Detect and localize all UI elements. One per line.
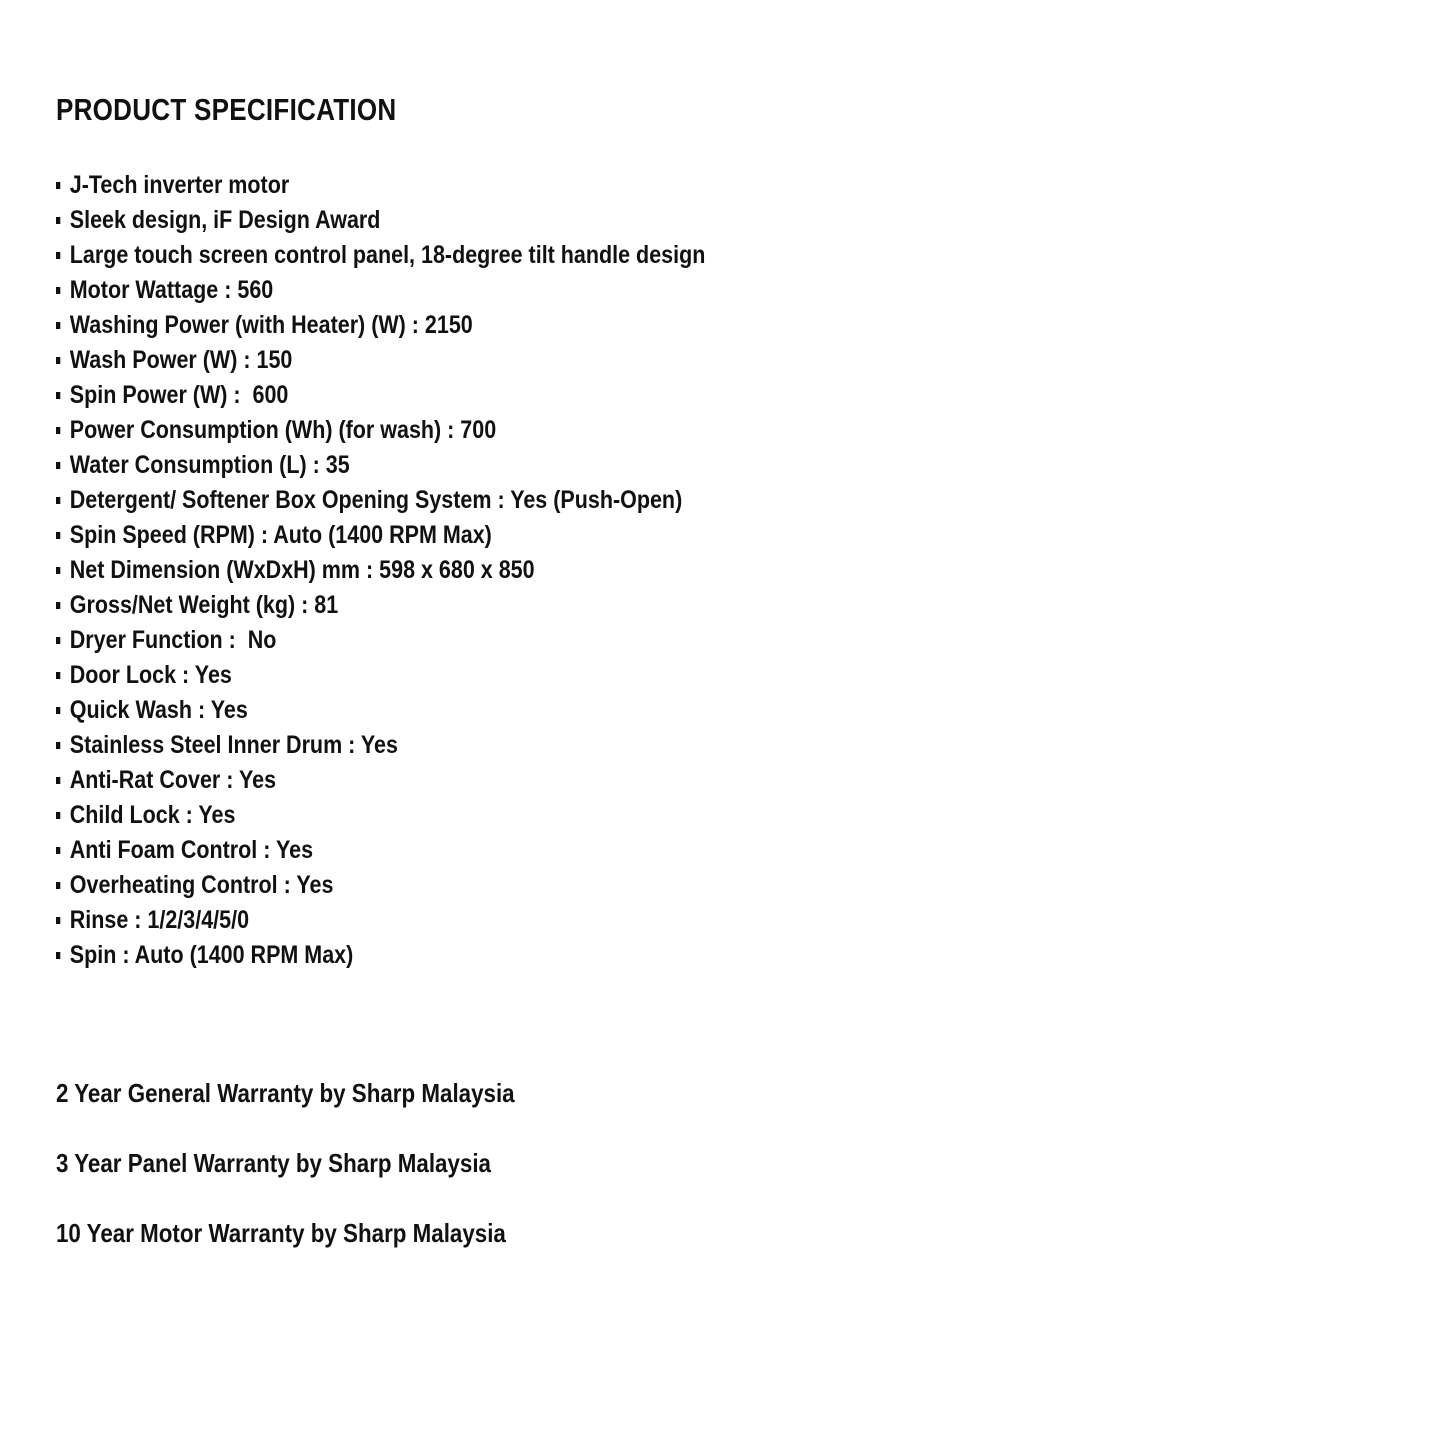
warranty-motor: 10 Year Motor Warranty by Sharp Malaysia: [56, 1218, 506, 1248]
page-title: PRODUCT SPECIFICATION: [56, 92, 397, 127]
bullet-icon: [56, 917, 60, 924]
spec-item: [56, 938, 705, 973]
spec-text: Door Lock : Yes: [69, 661, 232, 689]
bullet-icon: [56, 252, 60, 259]
bullet-icon: [56, 287, 60, 294]
spec-item: [56, 763, 705, 798]
spec-item: [56, 413, 705, 448]
spec-item: [56, 273, 705, 308]
spec-item: [56, 728, 705, 763]
spec-text: Power Consumption (Wh) (for wash) : 700: [69, 416, 497, 444]
bullet-icon: [56, 567, 60, 574]
spec-item: [56, 518, 705, 553]
bullet-icon: [56, 812, 60, 819]
bullet-icon: [56, 182, 60, 189]
spec-text: Dryer Function : No: [69, 626, 277, 654]
spec-text: Gross/Net Weight (kg) : 81: [69, 591, 339, 619]
spec-item: [56, 343, 705, 378]
bullet-icon: [56, 497, 60, 504]
spec-text: Wash Power (W) : 150: [69, 346, 293, 374]
spec-item: [56, 693, 705, 728]
spec-item: [56, 308, 705, 343]
spec-text: Overheating Control : Yes: [69, 871, 334, 899]
bullet-icon: [56, 427, 60, 434]
bullet-icon: [56, 322, 60, 329]
warranty-general: 2 Year General Warranty by Sharp Malaysia: [56, 1078, 515, 1108]
spec-item: [56, 798, 705, 833]
spec-item: [56, 868, 705, 903]
spec-text: Detergent/ Softener Box Opening System : Yes (Push-Open): [69, 486, 683, 514]
bullet-icon: [56, 672, 60, 679]
spec-text: Sleek design, iF Design Award: [69, 206, 381, 234]
spec-item: [56, 588, 705, 623]
bullet-icon: [56, 742, 60, 749]
bullet-icon: [56, 532, 60, 539]
spec-text: Anti-Rat Cover : Yes: [69, 766, 277, 794]
spec-text: J-Tech inverter motor: [69, 171, 290, 199]
bullet-icon: [56, 357, 60, 364]
spec-item: [56, 238, 705, 273]
bullet-icon: [56, 462, 60, 469]
spec-item: [56, 448, 705, 483]
bullet-icon: [56, 392, 60, 399]
spec-item: [56, 203, 705, 238]
spec-text: Quick Wash : Yes: [69, 696, 248, 724]
bullet-icon: [56, 217, 60, 224]
bullet-icon: [56, 637, 60, 644]
spec-text: Motor Wattage : 560: [69, 276, 274, 304]
spec-text: Spin : Auto (1400 RPM Max): [69, 941, 354, 969]
spec-text: Rinse : 1/2/3/4/5/0: [69, 906, 250, 934]
bullet-icon: [56, 707, 60, 714]
spec-text: Child Lock : Yes: [69, 801, 236, 829]
spec-text: Washing Power (with Heater) (W) : 2150: [69, 311, 473, 339]
bullet-icon: [56, 882, 60, 889]
spec-text: Anti Foam Control : Yes: [69, 836, 314, 864]
bullet-icon: [56, 847, 60, 854]
spec-text: Stainless Steel Inner Drum : Yes: [69, 731, 398, 759]
spec-item: [56, 168, 705, 203]
spec-text: Large touch screen control panel, 18-degree tilt handle design: [69, 241, 706, 269]
spec-text: Net Dimension (WxDxH) mm : 598 x 680 x 850: [69, 556, 535, 584]
spec-item: [56, 483, 705, 518]
spec-item: [56, 378, 705, 413]
spec-item: [56, 903, 705, 938]
bullet-icon: [56, 777, 60, 784]
bullet-icon: [56, 602, 60, 609]
spec-item: [56, 553, 705, 588]
spec-list: [56, 168, 811, 973]
spec-item: [56, 623, 705, 658]
warranty-panel: 3 Year Panel Warranty by Sharp Malaysia: [56, 1148, 491, 1178]
spec-text: Spin Speed (RPM) : Auto (1400 RPM Max): [69, 521, 492, 549]
spec-text: Water Consumption (L) : 35: [69, 451, 350, 479]
bullet-icon: [56, 952, 60, 959]
spec-item: [56, 658, 705, 693]
spec-text: Spin Power (W) : 600: [69, 381, 289, 409]
spec-item: [56, 833, 705, 868]
